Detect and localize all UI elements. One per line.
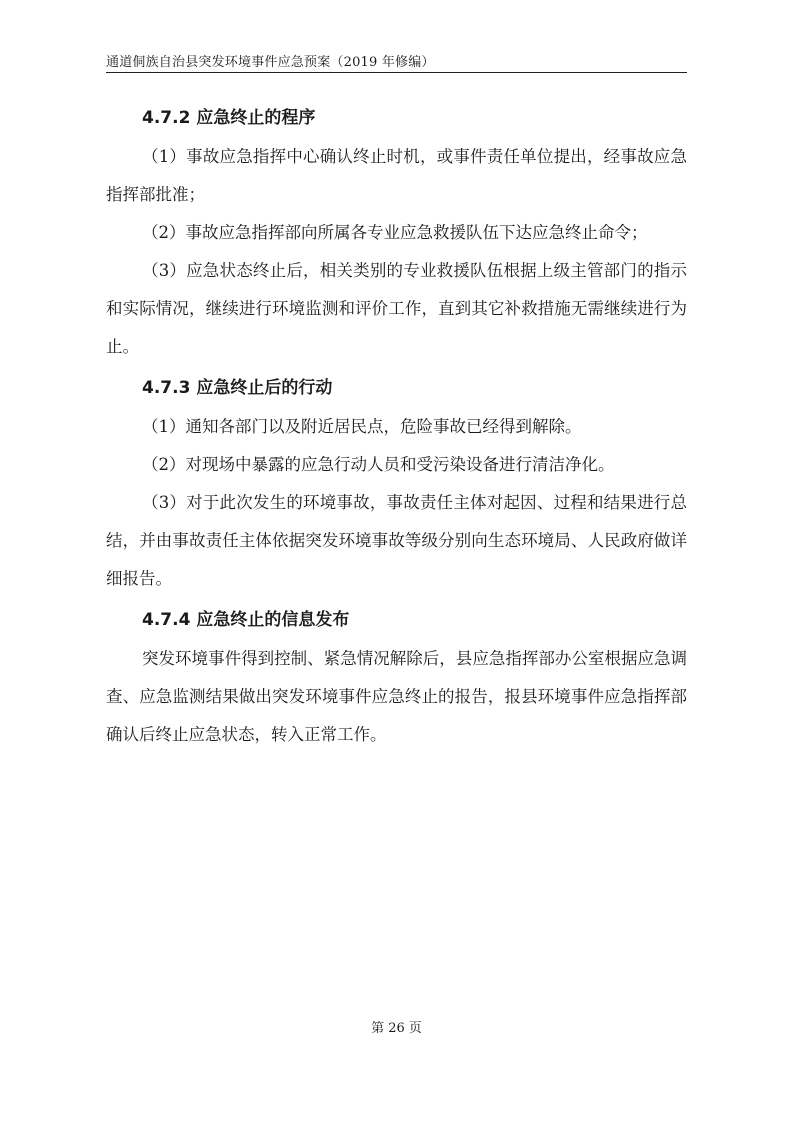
- paragraph: （3）对于此次发生的环境事故，事故责任主体对起因、过程和结果进行总结，并由事故责任主体依据突发环境事故等级分别向生态环境局、人民政府做详细报告。: [106, 493, 687, 588]
- section-heading: 4.7.3 应急终止后的行动: [142, 378, 333, 398]
- page-header: [106, 46, 687, 73]
- section-heading: 4.7.4 应急终止的信息发布: [142, 610, 350, 630]
- section-heading: 4.7.2 应急终止的程序: [142, 108, 316, 128]
- section-4-7-2: [106, 98, 687, 366]
- paragraph: （3）应急状态终止后，相关类别的专业救援队伍根据上级主管部门的指示和实际情况，继续进行环境监测和评价工作，直到其它补救措施无需继续进行为止。: [106, 261, 687, 356]
- section-4-7-4: [106, 600, 687, 754]
- paragraph: （2）对现场中暴露的应急行动人员和受污染设备进行清洁净化。: [142, 455, 615, 474]
- document-body: [106, 96, 687, 754]
- paragraph: 突发环境事件得到控制、紧急情况解除后，县应急指挥部办公室根据应急调查、应急监测结果做出突发环境事件应急终止的报告，报县环境事件应急指挥部确认后终止应急状态，转入正常工作。: [106, 649, 687, 744]
- paragraph: （1）通知各部门以及附近居民点，危险事故已经得到解除。: [142, 417, 582, 436]
- page-number: 第 26 页: [371, 1021, 422, 1036]
- header-title: 通道侗族自治县突发环境事件应急预案（2019 年修编）: [106, 55, 435, 70]
- paragraph: （1）事故应急指挥中心确认终止时机，或事件责任单位提出，经事故应急指挥部批准；: [106, 147, 687, 204]
- section-4-7-3: [106, 368, 687, 598]
- paragraph: （2）事故应急指挥部向所属各专业应急救援队伍下达应急终止命令；: [142, 223, 648, 242]
